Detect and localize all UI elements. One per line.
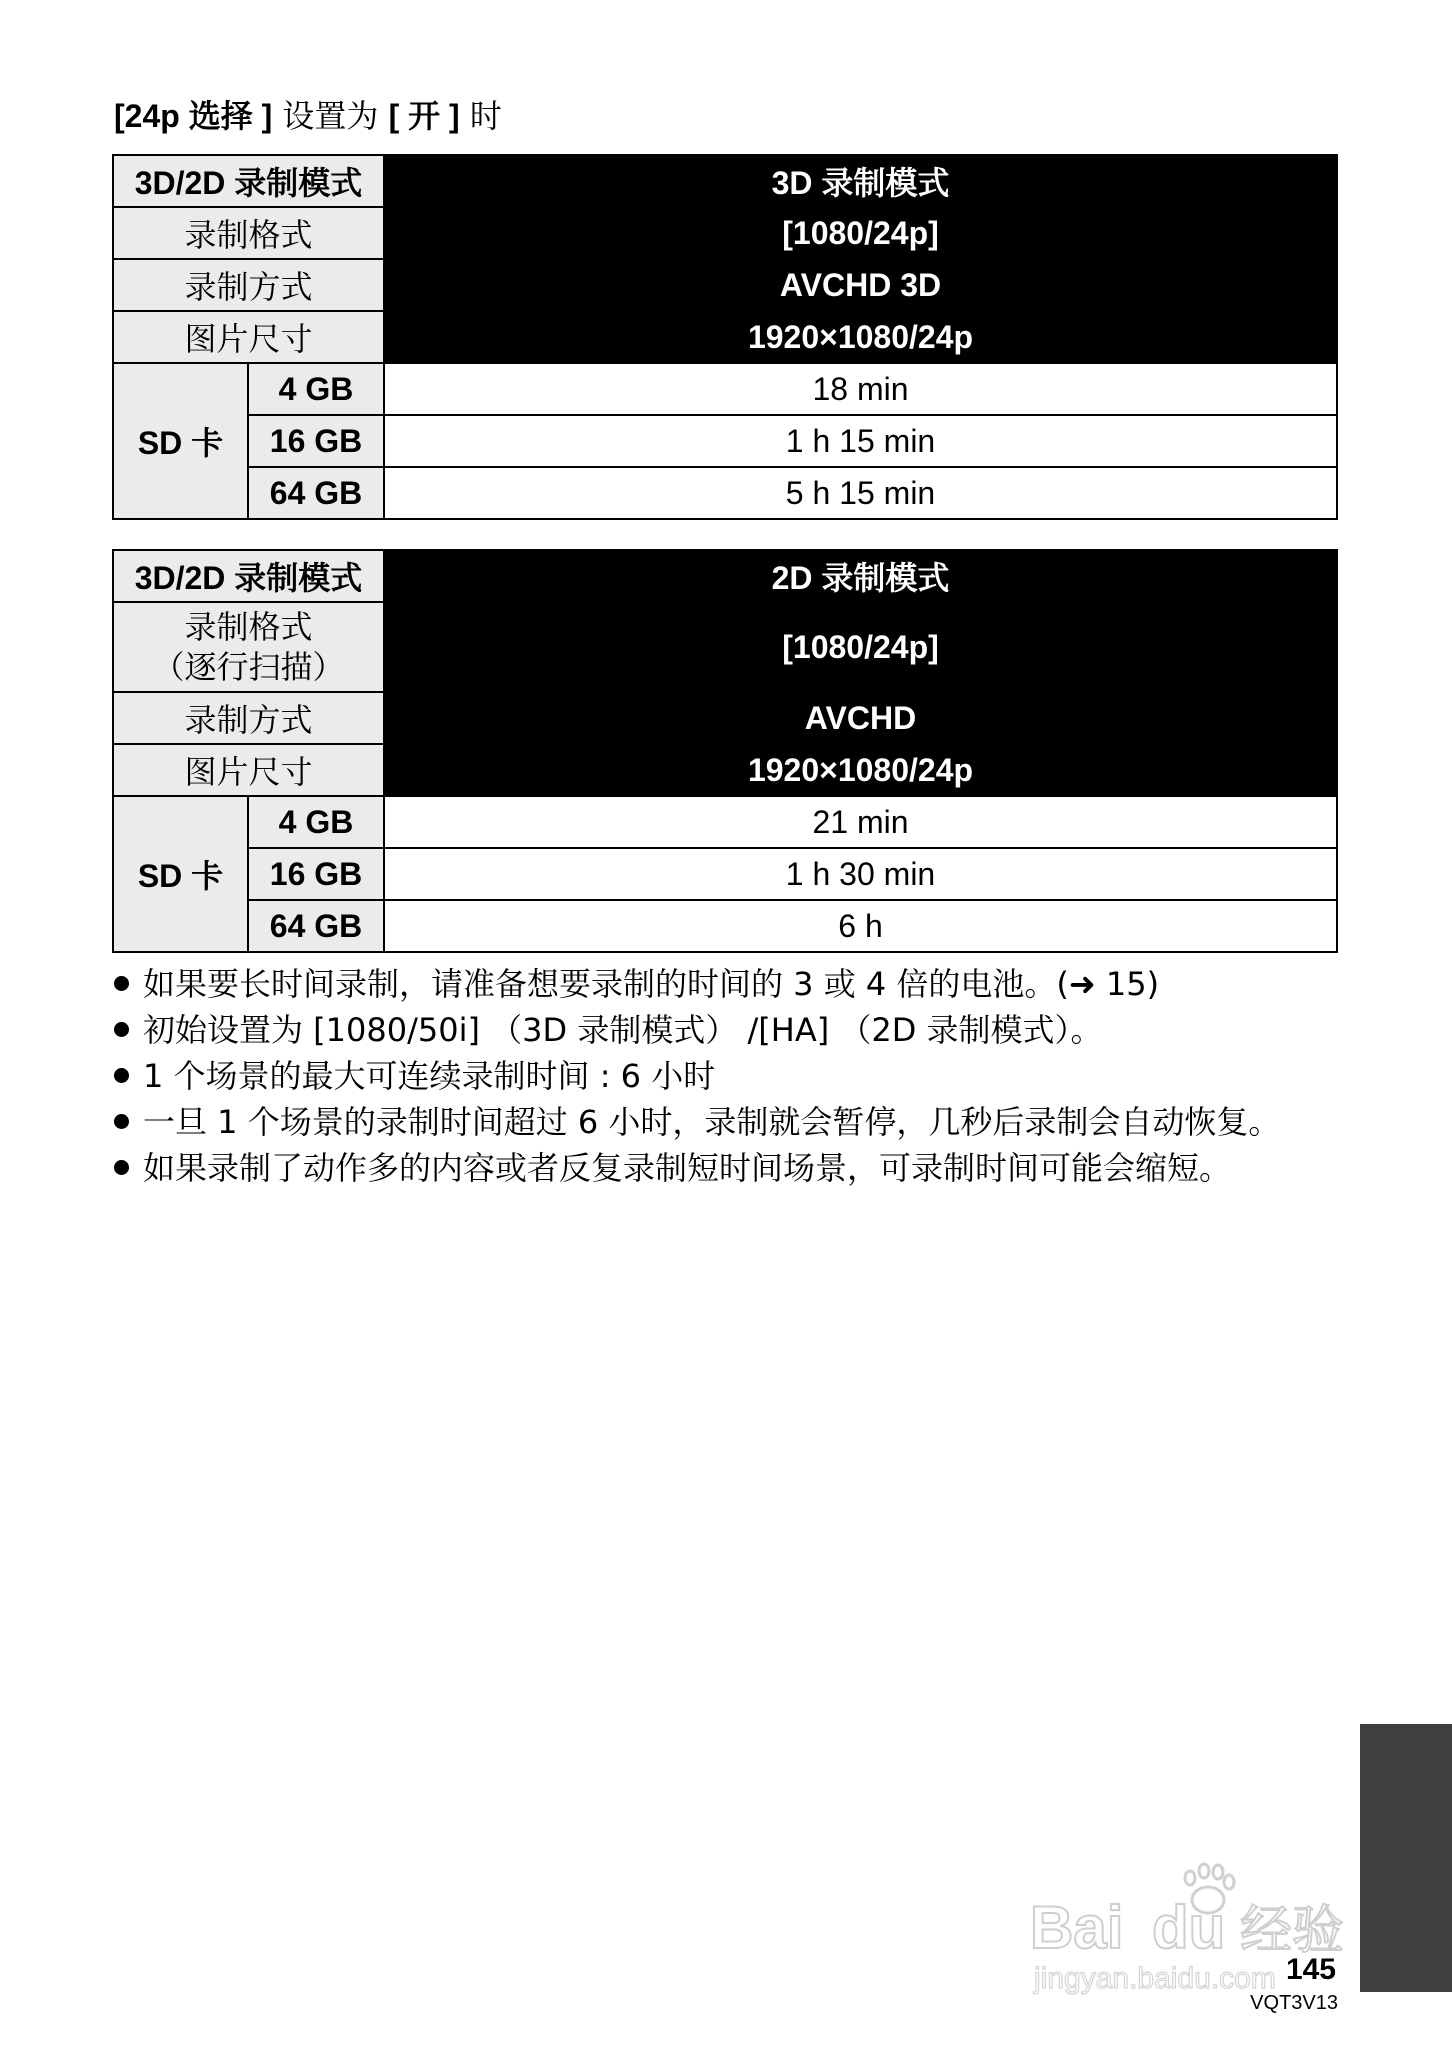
method-value: AVCHD [384, 692, 1337, 744]
mode-value: 3D 录制模式 [384, 155, 1337, 207]
capacity-cell: 4 GB [248, 796, 384, 848]
watermark-text-du: du [1152, 1894, 1226, 1961]
table-row [113, 602, 1337, 692]
size-value: 1920×1080/24p [384, 744, 1337, 796]
capacity-cell: 16 GB [248, 848, 384, 900]
time-cell: 1 h 15 min [384, 415, 1337, 467]
section-heading [114, 92, 502, 140]
heading-mid: 设置为 [272, 97, 389, 135]
capacity-cell: 4 GB [248, 363, 384, 415]
table-row [113, 415, 1337, 467]
table-row [113, 900, 1337, 952]
capacity-cell: 64 GB [248, 900, 384, 952]
list-item: 如果录制了动作多的内容或者反复录制短时间场景，可录制时间可能会缩短。 [112, 1146, 1362, 1191]
table-row [113, 550, 1337, 602]
recording-table-2d [112, 549, 1338, 953]
heading-suffix: 时 [459, 97, 502, 135]
format-value: [1080/24p] [384, 207, 1337, 259]
table-row [113, 259, 1337, 311]
side-tab [1360, 1724, 1452, 1992]
mode-label: 3D/2D 录制模式 [113, 550, 384, 602]
list-item: 1 个场景的最大可连续录制时间 : 6 小时 [112, 1054, 1362, 1099]
table-row [113, 796, 1337, 848]
method-value: AVCHD 3D [384, 259, 1337, 311]
table-row [113, 467, 1337, 519]
capacity-cell: 64 GB [248, 467, 384, 519]
notes-list [112, 962, 1362, 1192]
table-row [113, 311, 1337, 363]
watermark-url: jingyan.baidu.com [1034, 1962, 1276, 1995]
table-row [113, 692, 1337, 744]
time-cell: 6 h [384, 900, 1337, 952]
mode-label: 3D/2D 录制模式 [113, 155, 384, 207]
list-item: 如果要长时间录制，请准备想要录制的时间的 3 或 4 倍的电池。(➜ 15) [112, 962, 1362, 1007]
time-cell: 5 h 15 min [384, 467, 1337, 519]
heading-setting: [ 开 ] [388, 98, 460, 134]
format-label-main: 录制格式 [184, 608, 313, 646]
mode-value: 2D 录制模式 [384, 550, 1337, 602]
size-label: 图片尺寸 [113, 744, 384, 796]
card-label: SD 卡 [113, 796, 248, 952]
format-label-sub: （逐行扫描） [152, 648, 345, 686]
format-label: 录制格式 [113, 207, 384, 259]
size-label: 图片尺寸 [113, 311, 384, 363]
heading-prefix: [24p 选择 ] [114, 98, 273, 134]
capacity-cell: 16 GB [248, 415, 384, 467]
watermark-text-cn: 经验 [1240, 1901, 1345, 1961]
watermark-text-bai: Bai [1030, 1894, 1124, 1961]
list-item: 初始设置为 [1080/50i] （3D 录制模式） /[HA] （2D 录制模式）。 [112, 1008, 1362, 1053]
document-code: VQT3V13 [1250, 1992, 1338, 2014]
size-value: 1920×1080/24p [384, 311, 1337, 363]
table-row [113, 155, 1337, 207]
time-cell: 18 min [384, 363, 1337, 415]
method-label: 录制方式 [113, 259, 384, 311]
card-label: SD 卡 [113, 363, 248, 519]
table-row [113, 744, 1337, 796]
recording-table-3d [112, 154, 1338, 520]
table-row [113, 363, 1337, 415]
page-number: 145 [1285, 1953, 1336, 1986]
method-label: 录制方式 [113, 692, 384, 744]
time-cell: 21 min [384, 796, 1337, 848]
time-cell: 1 h 30 min [384, 848, 1337, 900]
table-row [113, 848, 1337, 900]
table-row [113, 207, 1337, 259]
list-item: 一旦 1 个场景的录制时间超过 6 小时，录制就会暂停，几秒后录制会自动恢复。 [112, 1100, 1362, 1145]
format-value: [1080/24p] [384, 602, 1337, 692]
format-label [113, 602, 384, 692]
